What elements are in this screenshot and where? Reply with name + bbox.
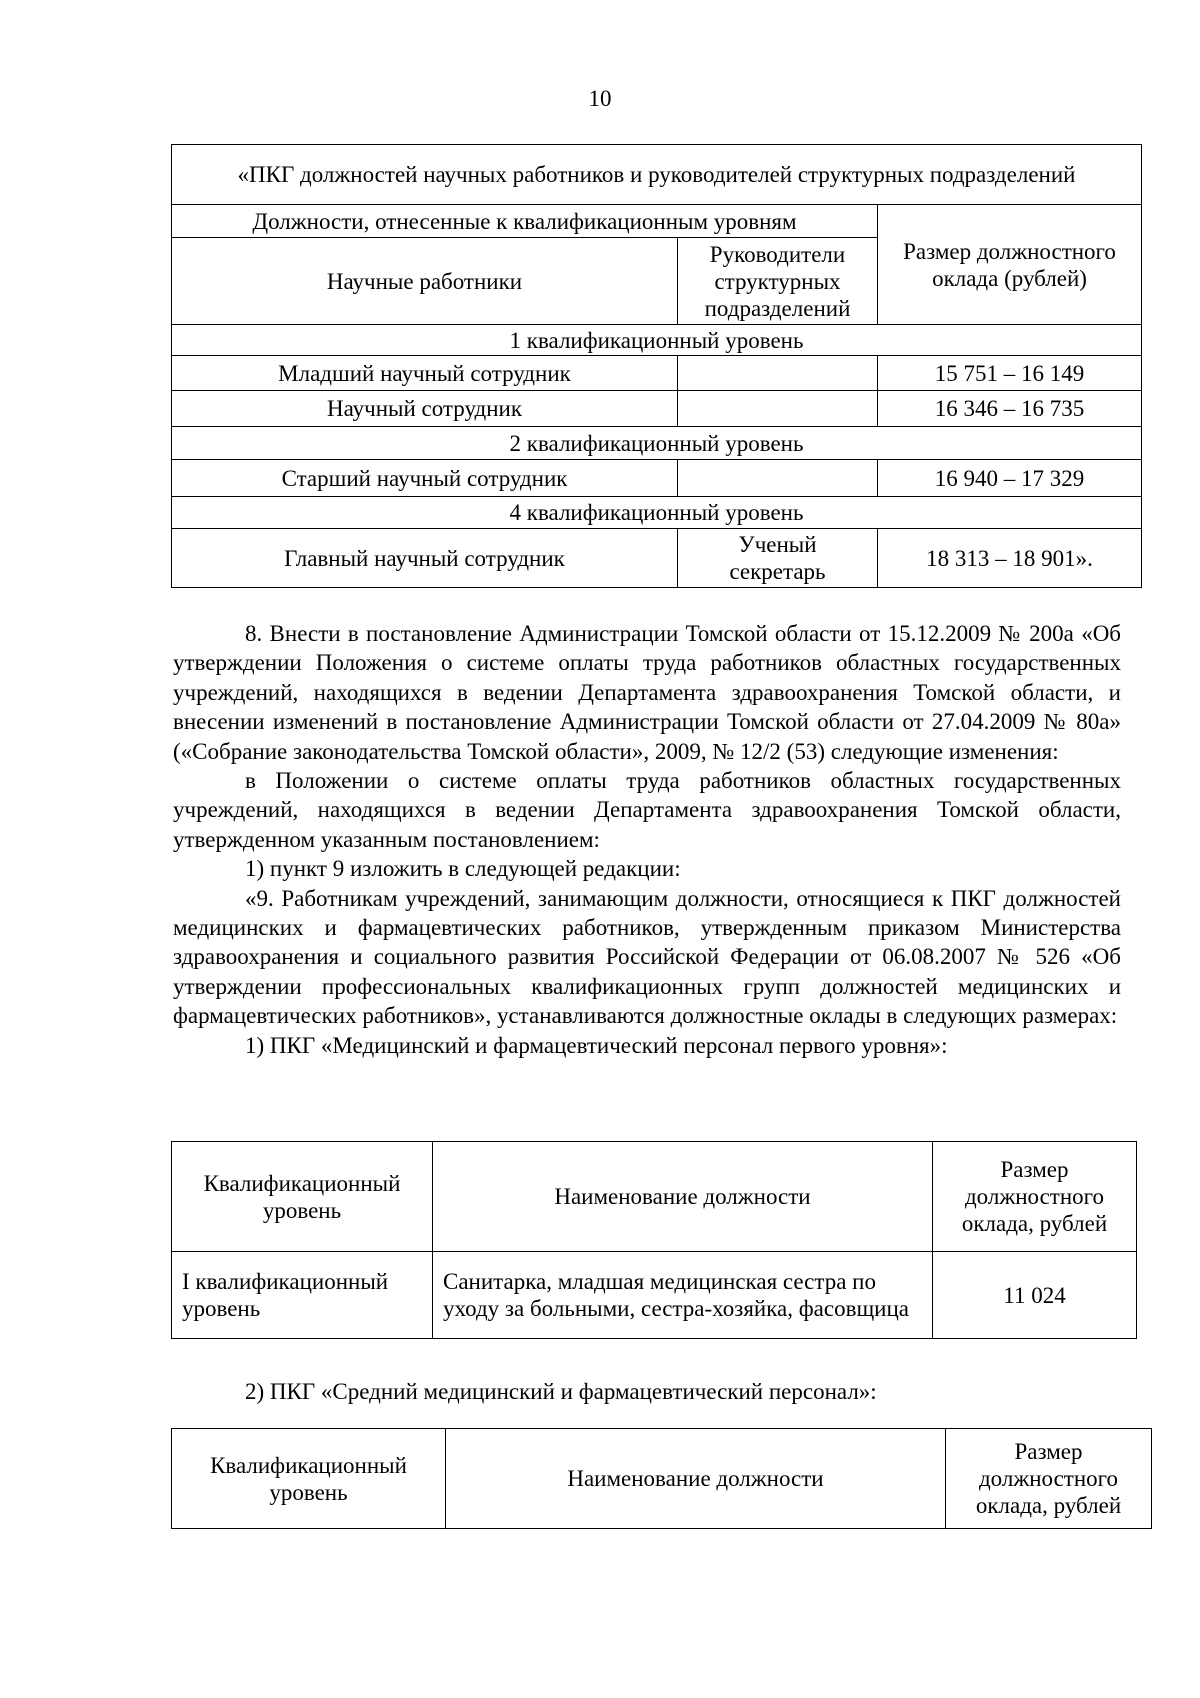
salary-cell: 18 313 – 18 901». [878,529,1142,588]
paragraph: 2) ПКГ «Средний медицинский и фармацевтический персонал»: [245,1379,877,1404]
position-cell: Старший научный сотрудник [172,460,678,497]
salary-cell: 16 346 – 16 735 [878,391,1142,427]
head-cell [678,460,878,497]
salary-header: Размер должностного оклада (рублей) [878,205,1142,325]
paragraph: 1) ПКГ «Медицинский и фармацевтический персонал первого уровня»: [245,1032,948,1058]
position-cell: Младший научный сотрудник [172,356,678,391]
position-cell: Главный научный сотрудник [172,529,678,588]
group-header: Должности, отнесенные к квалификационным уровням [172,205,878,238]
salary-cell: 16 940 – 17 329 [878,460,1142,497]
table-title: «ПКГ должностей научных работников и руководителей структурных подразделений [172,145,1142,205]
head-cell: Ученый секретарь [678,529,878,588]
level-row: 1 квалификационный уровень [172,325,1142,356]
head-cell [678,391,878,427]
level-cell: I квалификационный уровень [172,1252,433,1339]
position-cell: Научный сотрудник [172,391,678,427]
level-header: Квалификационный уровень [172,1429,446,1529]
paragraph: 8. Внести в постановление Администрации Томской области от 15.12.2009 № 200а «Об утверждении Положения о системе оплаты труда работников областных государственных учреждений, находящихся в ведении Департамента здравоохранения Томской области, и внесении изменений в постановление Администрации Томской области от 27.04.2009 № 80а» («Собрание законодательства Томской области», 2009, № 12/2 (53) следующие изменения: [173,621,1121,764]
salary-cell: 11 024 [933,1252,1137,1339]
head-cell [678,356,878,391]
name-header: Наименование должности [433,1142,933,1252]
paragraph: 1) пункт 9 изложить в следующей редакции: [245,856,681,882]
salary-cell: 15 751 – 16 149 [878,356,1142,391]
amendment-text [173,619,1121,1060]
level-row: 4 квалификационный уровень [172,497,1142,529]
salary-header: Размер должностного оклада, рублей [946,1429,1152,1529]
level-row: 2 квалификационный уровень [172,427,1142,460]
level-header: Квалификационный уровень [172,1142,433,1252]
medical-staff-level1-table [171,1141,1137,1339]
heads-header: Руководители структурных подразделений [678,238,878,325]
scientific-staff-table [171,144,1142,588]
paragraph: «9. Работникам учреждений, занимающим должности, относящиеся к ПКГ должностей медицинских и фармацевтических работников, утвержденным приказом Министерства здравоохранения и социального развития Российской Федерации от 06.08.2007 № 526 «Об утверждении профессиональных квалификационных групп должностей медицинских и фармацевтических работников», устанавливаются должностные оклады в следующих размерах: [173,885,1121,1029]
medical-staff-level2-table [171,1428,1152,1529]
section-2-title [173,1377,1121,1406]
paragraph: в Положении о системе оплаты труда работников областных государственных учреждений, находящихся в ведении Департамента здравоохранения Томской области, утвержденном указанным постановлением: [173,768,1121,852]
name-header: Наименование должности [446,1429,946,1529]
page-number: 10 [588,86,612,111]
salary-header: Размер должностного оклада, рублей [933,1142,1137,1252]
scientific-header: Научные работники [172,238,678,325]
name-cell: Санитарка, младшая медицинская сестра по уходу за больными, сестра-хозяйка, фасовщица [433,1252,933,1339]
